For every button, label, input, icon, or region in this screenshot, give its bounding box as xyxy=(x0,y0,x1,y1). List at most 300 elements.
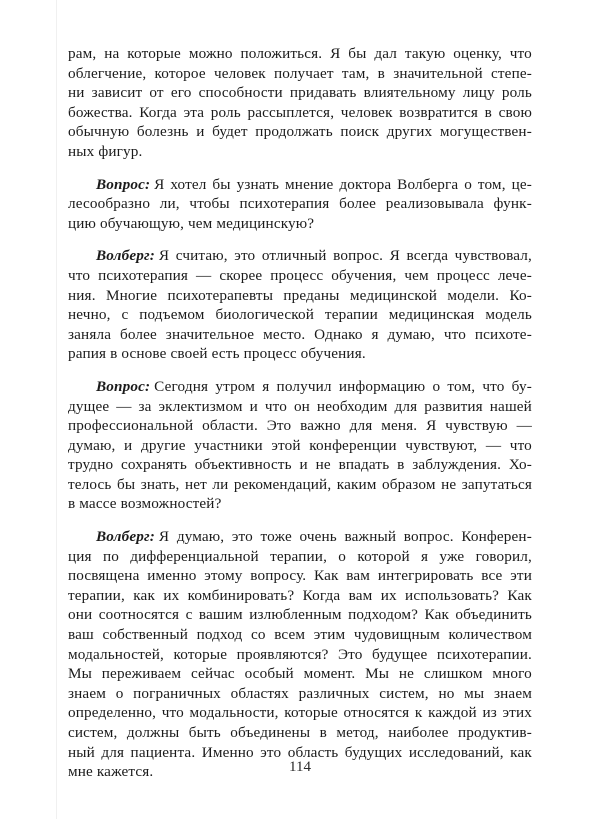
word: думаю, xyxy=(176,528,225,546)
word: придавать xyxy=(289,84,357,102)
word: получил xyxy=(276,377,332,395)
word: лицу xyxy=(462,84,495,102)
word: к xyxy=(414,704,423,722)
text-line xyxy=(68,527,532,547)
word: функ- xyxy=(493,195,532,213)
word: скорее xyxy=(219,266,263,284)
word: не xyxy=(441,475,457,493)
word: роль xyxy=(210,103,241,121)
word: модальности, xyxy=(189,704,279,722)
word: которой xyxy=(357,547,410,565)
word: дал xyxy=(374,45,398,62)
text-line xyxy=(68,416,532,436)
word: — xyxy=(485,436,502,454)
word: продолжать xyxy=(255,123,333,141)
word: всем xyxy=(274,626,306,644)
word: различных xyxy=(298,684,370,702)
word: важно xyxy=(300,417,341,435)
word: психотерапии. xyxy=(436,645,532,663)
paragraph xyxy=(68,44,532,162)
line-segment: трудно xyxy=(68,456,114,474)
word: все xyxy=(481,567,503,585)
line-segment: заняла xyxy=(68,325,112,343)
word: бу- xyxy=(511,377,532,395)
line-segment: Волберг: Я xyxy=(96,528,170,546)
line-segment: божества. xyxy=(68,103,133,121)
word: момент. xyxy=(303,665,356,683)
word: их xyxy=(163,586,180,604)
word: как xyxy=(510,743,532,761)
word: Мы xyxy=(365,665,390,683)
text-line xyxy=(68,83,532,103)
text-line xyxy=(68,286,532,306)
word: и xyxy=(196,123,205,141)
word: значительное xyxy=(165,325,255,343)
scan-edge-artifact xyxy=(56,0,57,819)
line-segment: ни xyxy=(68,84,85,102)
word: особый xyxy=(244,665,294,683)
word: с xyxy=(185,606,193,624)
text-line xyxy=(68,214,532,234)
line-segment: они xyxy=(68,606,93,624)
word: он xyxy=(293,397,310,415)
word: Хо- xyxy=(508,456,532,474)
word: роль xyxy=(501,84,532,102)
text-line xyxy=(68,455,532,475)
word: узнать xyxy=(236,175,280,193)
word: что xyxy=(509,436,532,454)
word: участники xyxy=(194,436,263,454)
word: запутаться xyxy=(461,475,532,493)
word: Это xyxy=(266,417,292,435)
text-line xyxy=(68,194,532,214)
word: необходим xyxy=(316,397,388,415)
word: что xyxy=(443,325,466,343)
word: пограничных xyxy=(133,684,221,702)
word: Ко- xyxy=(509,286,532,304)
word: ли, xyxy=(159,195,180,213)
word: влиятельному xyxy=(363,84,456,102)
word: говорил, xyxy=(475,547,532,565)
speaker-label: Волберг: xyxy=(96,247,155,265)
word: важный xyxy=(344,528,397,546)
text-line xyxy=(68,397,532,417)
word: рекомендаций, xyxy=(233,475,332,493)
word: человек xyxy=(340,103,393,121)
line-segment: ваш xyxy=(68,626,94,644)
word: место. xyxy=(263,325,306,343)
word: которые xyxy=(173,645,228,663)
word: каким xyxy=(336,475,377,493)
word: со xyxy=(250,626,266,644)
word: будущее xyxy=(372,645,428,663)
word: для xyxy=(101,743,125,761)
word: соотносятся xyxy=(98,606,180,624)
word: много xyxy=(492,665,532,683)
text-line xyxy=(68,703,532,723)
word: область xyxy=(287,743,339,761)
word: в xyxy=(397,456,405,474)
word: человек xyxy=(213,64,266,82)
word: конференции xyxy=(309,436,397,454)
word: вопросу. xyxy=(250,567,307,585)
text-line xyxy=(68,664,532,684)
word: Я xyxy=(330,45,341,62)
word: не xyxy=(398,665,415,683)
word: в xyxy=(377,64,385,82)
word: медицинской xyxy=(349,286,437,304)
text-line xyxy=(68,175,532,195)
text-line xyxy=(68,325,532,345)
speaker-label: Вопрос: xyxy=(96,175,151,193)
word: систем, xyxy=(379,684,429,702)
word: использовать? xyxy=(405,586,500,604)
word: чувствовал, xyxy=(454,247,532,265)
word: нашей xyxy=(489,397,532,415)
text-line xyxy=(68,547,532,567)
text-line xyxy=(68,475,532,495)
word: отличный xyxy=(261,247,327,265)
speaker-label: Вопрос: xyxy=(96,377,151,395)
word: возвратится xyxy=(399,103,479,121)
word: подъемом xyxy=(139,306,205,324)
word: это xyxy=(260,743,282,761)
word: Многие xyxy=(105,286,158,304)
word: интегрировать xyxy=(377,567,474,585)
word: всегда xyxy=(406,247,449,265)
text-line xyxy=(68,566,532,586)
word: преданы xyxy=(283,286,340,304)
text-line xyxy=(68,305,532,325)
word: для xyxy=(394,397,418,415)
word: объединены xyxy=(230,724,311,741)
word: поиск xyxy=(340,123,380,141)
line-text: рапия в основе своей есть процесс обучения. xyxy=(68,345,366,363)
word: наиболее xyxy=(388,724,449,741)
word: объективность xyxy=(194,456,292,474)
word: Я xyxy=(426,417,437,435)
text-line xyxy=(68,586,532,606)
word: там, xyxy=(341,64,370,82)
word: Именно xyxy=(201,743,254,761)
word: вам xyxy=(348,586,373,604)
word: метод, xyxy=(336,724,379,741)
word: степе- xyxy=(491,64,532,82)
page-text-block xyxy=(68,44,532,782)
word: значительной xyxy=(393,64,483,82)
word: психотерапия xyxy=(239,195,330,213)
word: хотел xyxy=(170,175,207,193)
word: це- xyxy=(511,175,532,193)
word: из xyxy=(482,704,497,722)
text-line xyxy=(68,122,532,142)
word: в xyxy=(484,103,492,121)
word: такую xyxy=(404,45,446,62)
word: быть xyxy=(188,724,221,741)
word: которые xyxy=(284,704,338,722)
word: бы xyxy=(348,45,367,62)
line-segment: систем, xyxy=(68,724,118,741)
word: объединить xyxy=(455,606,532,624)
word: относятся xyxy=(343,704,410,722)
word: переживаем xyxy=(101,665,182,683)
word: более xyxy=(339,195,377,213)
word: положиться. xyxy=(240,45,323,62)
text-line xyxy=(68,266,532,286)
word: исследований, xyxy=(408,743,504,761)
word: эклектизмом xyxy=(158,397,243,415)
word: с xyxy=(121,306,129,324)
word: по xyxy=(102,547,119,565)
word: о xyxy=(464,175,472,193)
word: знать, xyxy=(140,475,180,493)
paragraph xyxy=(68,246,532,364)
text-line xyxy=(68,64,532,84)
word: меня. xyxy=(381,417,418,435)
speaker-label: Волберг: xyxy=(96,528,155,546)
line-segment: профессиональной xyxy=(68,417,194,435)
word: слишком xyxy=(423,665,483,683)
word: проявляются? xyxy=(236,645,329,663)
word: доктора xyxy=(339,175,392,193)
line-segment: знаем xyxy=(68,684,106,702)
word: этим xyxy=(313,626,346,644)
word: медицинская xyxy=(388,306,475,324)
word: биологической xyxy=(215,306,315,324)
word: процесс xyxy=(436,266,490,284)
word: сейчас xyxy=(190,665,235,683)
word: я xyxy=(421,547,429,565)
word: модели. xyxy=(447,286,500,304)
text-line xyxy=(68,103,532,123)
word: — xyxy=(196,266,212,284)
word: знаем xyxy=(494,684,532,702)
word: что xyxy=(264,397,287,415)
word: именно xyxy=(147,567,197,585)
text-line xyxy=(68,494,532,514)
word: впадать xyxy=(338,456,390,474)
line-text: цию обучающую, чем медицинскую? xyxy=(68,214,315,232)
word: этих xyxy=(502,704,532,722)
word: свою xyxy=(498,103,532,121)
word: утром xyxy=(215,377,256,395)
line-segment: ный xyxy=(68,743,95,761)
word: дифференциальной xyxy=(130,547,259,565)
line-text: мне кажется. xyxy=(68,763,154,781)
word: мнение xyxy=(285,175,334,193)
text-line xyxy=(68,44,532,64)
word: психотерапия xyxy=(98,266,189,284)
word: эта xyxy=(183,103,205,121)
word: это xyxy=(231,528,253,546)
word: зависит xyxy=(91,84,143,102)
paragraph xyxy=(68,527,532,782)
text-line xyxy=(68,344,532,364)
word: Однако xyxy=(314,325,363,343)
word: мы xyxy=(464,684,485,702)
word: чтобы xyxy=(189,195,230,213)
text-line xyxy=(68,246,532,266)
word: эти xyxy=(510,567,532,585)
word: их xyxy=(380,586,397,604)
word: терапии xyxy=(324,306,378,324)
word: должны xyxy=(126,724,180,741)
word: болезнь xyxy=(136,123,189,141)
word: очень xyxy=(299,528,337,546)
line-segment: Вопрос: Сегодня xyxy=(96,377,209,395)
word: Это xyxy=(338,645,363,663)
word: вам xyxy=(346,567,371,585)
word: могуществен- xyxy=(439,123,532,141)
word: и xyxy=(249,397,258,415)
word: это xyxy=(234,247,256,265)
word: в xyxy=(319,724,327,741)
word: пациента. xyxy=(130,743,196,761)
word: думаю, xyxy=(387,325,435,343)
word: этой xyxy=(271,436,301,454)
word: продуктив- xyxy=(458,724,532,741)
text-line xyxy=(68,377,532,397)
word: образом xyxy=(382,475,436,493)
line-segment: модальностей, xyxy=(68,645,164,663)
word: обучения, xyxy=(331,266,397,284)
word: вашим xyxy=(198,606,243,624)
word: на xyxy=(104,45,120,62)
word: более xyxy=(119,325,157,343)
line-segment: Волберг: Я xyxy=(96,247,170,265)
text-line xyxy=(68,645,532,665)
word: о xyxy=(432,377,441,395)
word: подходом? xyxy=(348,606,419,624)
word: этому xyxy=(204,567,243,585)
page-number: 114 xyxy=(289,759,311,775)
word: количеством xyxy=(448,626,532,644)
word: других xyxy=(386,123,433,141)
line-segment: терапии, xyxy=(68,586,125,604)
word: которое xyxy=(154,64,206,82)
word: будет xyxy=(212,123,248,141)
word: можно xyxy=(188,45,233,62)
word: но xyxy=(438,684,455,702)
paragraph xyxy=(68,175,532,234)
word: Как xyxy=(424,606,449,624)
line-segment: телось xyxy=(68,475,112,493)
text-line xyxy=(68,684,532,704)
text-line xyxy=(68,625,532,645)
line-text: в массе возможностей? xyxy=(68,495,222,513)
word: считаю, xyxy=(175,247,228,265)
word: Я xyxy=(389,247,400,265)
text-line xyxy=(68,605,532,625)
word: областях xyxy=(230,684,289,702)
word: сохранять xyxy=(121,456,187,474)
word: которые xyxy=(127,45,181,62)
word: — xyxy=(516,417,532,435)
word: том, xyxy=(447,377,476,395)
word: чем xyxy=(404,266,429,284)
word: психотерапевты xyxy=(167,286,274,304)
word: вопрос. xyxy=(403,528,454,546)
text-line xyxy=(68,142,532,162)
word: Когда xyxy=(139,103,177,121)
word: и xyxy=(124,436,133,454)
line-text: ных фигур. xyxy=(68,142,143,160)
word: для xyxy=(349,417,373,435)
word: Конферен- xyxy=(461,528,532,546)
text-line xyxy=(68,723,532,743)
word: модель xyxy=(485,306,532,324)
word: за xyxy=(138,397,152,415)
word: другие xyxy=(140,436,186,454)
word: чувствуют, xyxy=(405,436,478,454)
word: о xyxy=(338,547,347,565)
word: что xyxy=(482,377,505,395)
word: чудовищным xyxy=(353,626,440,644)
word: тоже xyxy=(260,528,292,546)
word: его xyxy=(170,84,192,102)
word: Когда xyxy=(302,586,341,604)
word: информацию xyxy=(338,377,426,395)
line-segment: определенно, xyxy=(68,704,157,722)
word: бы xyxy=(117,475,136,493)
word: получает xyxy=(274,64,334,82)
word: я xyxy=(371,325,379,343)
word: будущих xyxy=(344,743,403,761)
paragraph xyxy=(68,377,532,514)
line-segment: рам, xyxy=(68,45,97,62)
word: я xyxy=(262,377,270,395)
word: подход xyxy=(196,626,243,644)
word: реализовывала xyxy=(385,195,484,213)
word: каждой xyxy=(428,704,477,722)
text-line xyxy=(68,436,532,456)
word: чувствую xyxy=(445,417,508,435)
word: вопрос. xyxy=(333,247,384,265)
word: рассыплется, xyxy=(247,103,335,121)
word: развития xyxy=(424,397,483,415)
word: уже xyxy=(439,547,465,565)
word: бы xyxy=(212,175,231,193)
word: процесс xyxy=(270,266,324,284)
word: нет xyxy=(184,475,207,493)
word: и xyxy=(299,456,308,474)
line-segment: Вопрос: Я xyxy=(96,175,165,193)
word: Волберга xyxy=(397,175,459,193)
line-segment: ния. xyxy=(68,286,96,304)
word: способности xyxy=(198,84,283,102)
word: не xyxy=(315,456,331,474)
line-segment: Мы xyxy=(68,665,93,683)
word: том, xyxy=(477,175,506,193)
word: психоте- xyxy=(474,325,532,343)
line-segment: думаю, xyxy=(68,436,116,454)
line-segment: лесообразно xyxy=(68,195,151,213)
word: терапии, xyxy=(270,547,328,565)
word: Как xyxy=(314,567,339,585)
word: что xyxy=(161,704,184,722)
word: как xyxy=(133,586,155,604)
word: о xyxy=(115,684,124,702)
word: — xyxy=(116,397,132,415)
line-segment: ция xyxy=(68,547,92,565)
line-segment: нечно, xyxy=(68,306,111,324)
word: оценку, xyxy=(453,45,502,62)
line-segment: дущее xyxy=(68,397,110,415)
word: излюбленным xyxy=(249,606,342,624)
word: от xyxy=(149,84,164,102)
line-segment: что xyxy=(68,266,91,284)
line-segment: облегчение, xyxy=(68,64,147,82)
